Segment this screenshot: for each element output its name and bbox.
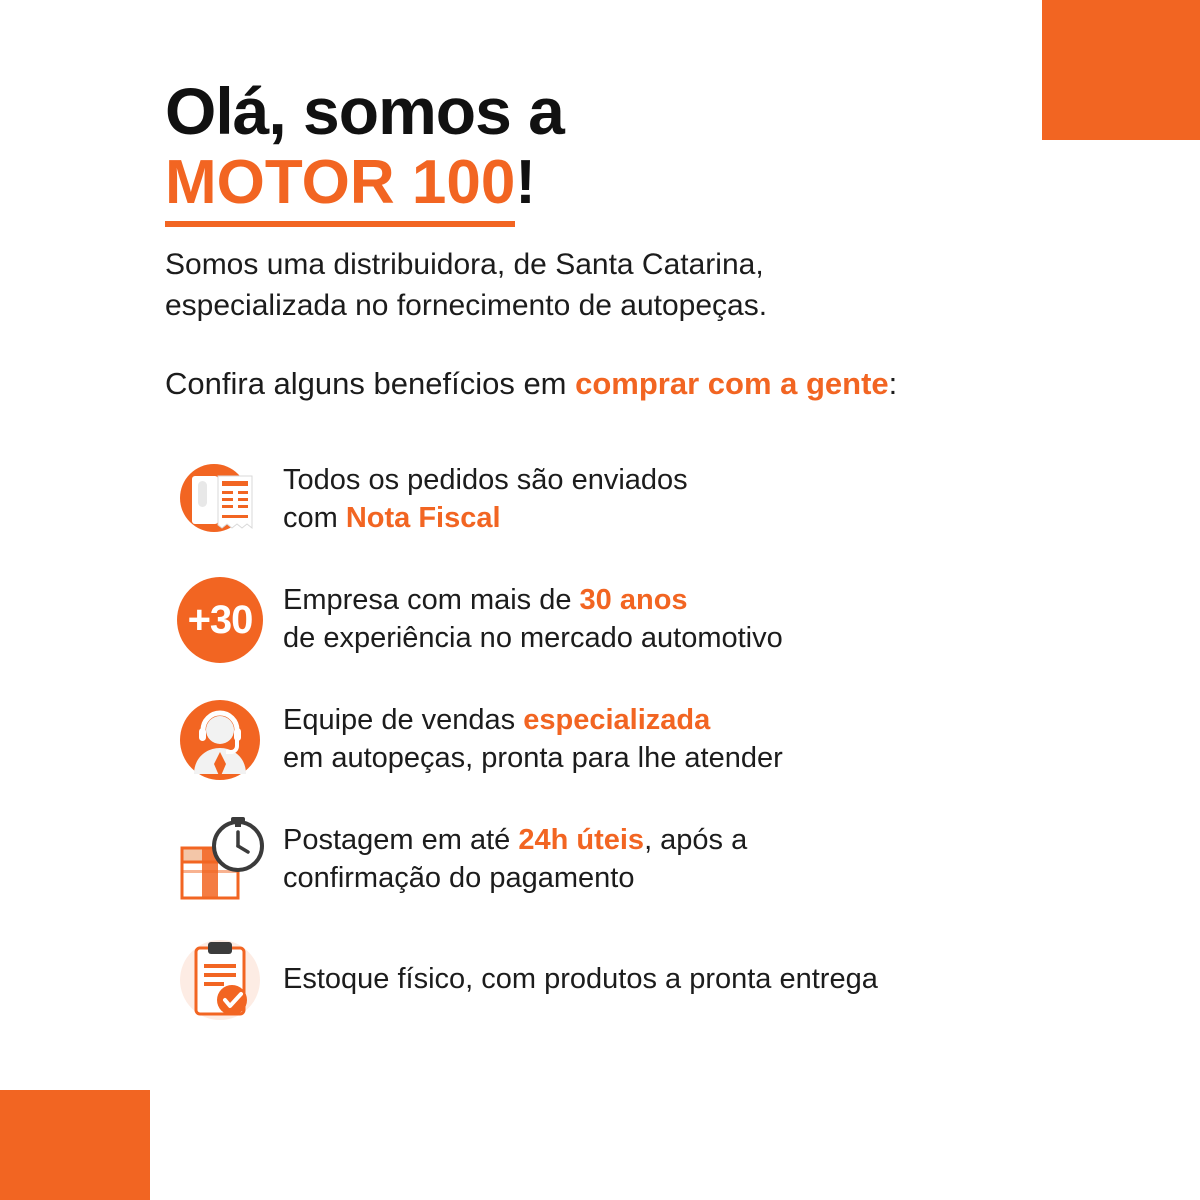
- list-item-text: [275, 822, 747, 897]
- benefit-2-line1-highlight: 30 anos: [579, 584, 688, 617]
- list-item: [165, 450, 1105, 550]
- benefits-intro: [165, 366, 1105, 402]
- benefit-1-line1: Todos os pedidos são enviados: [283, 464, 688, 497]
- benefit-2-line2: de experiência no mercado automotivo: [283, 622, 783, 655]
- clipboard-check-icon: [165, 930, 275, 1030]
- list-item-text: [275, 582, 783, 657]
- list-item: [165, 930, 1105, 1030]
- badge-circle: [177, 577, 263, 663]
- benefit-3-line1-highlight: especializada: [523, 704, 711, 737]
- list-item: [165, 810, 1105, 910]
- list-item-text: [275, 702, 783, 777]
- benefit-1-line2-prefix: com: [283, 502, 346, 535]
- benefit-1-line2-highlight: Nota Fiscal: [345, 502, 501, 535]
- benefit-4-line1-prefix: Postagem em até: [283, 824, 519, 857]
- list-item-text: [275, 462, 688, 537]
- badge-label: +30: [187, 598, 253, 643]
- intro-line-1: Somos uma distribuidora, de Santa Catarina,: [165, 248, 764, 282]
- receipt-icon: [165, 450, 275, 550]
- benefit-3-line1-prefix: Equipe de vendas: [283, 704, 524, 737]
- benefit-3-line2: em autopeças, pronta para lhe atender: [283, 742, 783, 775]
- decorative-square-bottom-left: [0, 1090, 150, 1200]
- benefit-4-line1-highlight: 24h úteis: [518, 824, 645, 857]
- intro-paragraph: [165, 245, 1105, 326]
- benefit-5-line1: Estoque físico, com produtos a pronta entrega: [283, 963, 878, 996]
- brand-name: MOTOR 100: [165, 148, 515, 227]
- benefits-intro-prefix: Confira alguns benefícios em: [165, 366, 576, 402]
- intro-line-2: especializada no fornecimento de autopeças.: [165, 288, 768, 322]
- list-item: [165, 570, 1105, 670]
- headset-agent-icon: [165, 690, 275, 790]
- page-title-line1: Olá, somos a: [165, 74, 564, 148]
- list-item: [165, 690, 1105, 790]
- benefits-intro-highlight: comprar com a gente: [575, 366, 889, 402]
- box-stopwatch-icon: [165, 810, 275, 910]
- benefit-4-line2: confirmação do pagamento: [283, 862, 635, 895]
- brand-exclamation: !: [515, 148, 536, 217]
- list-item-text: [275, 961, 878, 999]
- benefits-intro-suffix: :: [888, 366, 898, 402]
- benefits-list: [165, 450, 1105, 1030]
- benefit-2-line1-prefix: Empresa com mais de: [283, 584, 580, 617]
- content-area: [165, 74, 1105, 1050]
- plus-30-badge-icon: [165, 570, 275, 670]
- page-title-line2: [165, 150, 1105, 215]
- benefit-4-line1-suffix: , após a: [644, 824, 748, 857]
- benefit-1-line2: [283, 500, 688, 538]
